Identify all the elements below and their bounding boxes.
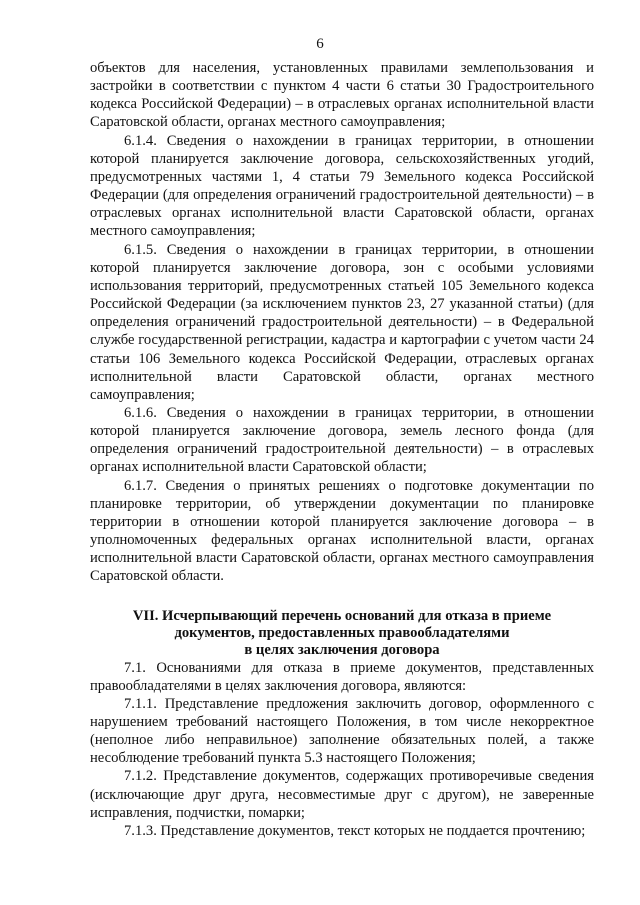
paragraph-6-1-5: 6.1.5. Сведения о нахождении в границах территории, в отношении которой планируется заключение договора, зон с особыми условиями использования территорий, предусмотренных статьей 105 Земельного кодекса Российской Федерации (за исключением пунктов 23, 27 указанной статьи) (для определения ограничений градостроительной деятельности) – в Федеральной службе государственной регистрации, кадастра и картографии с учетом части 24 статьи 106 Земельного кодекса Российской Федерации, отраслевых органах исполнительной власти Саратовской области, органах местного самоуправления; (90, 241, 594, 403)
paragraph-6-1-6: 6.1.6. Сведения о нахождении в границах территории, в отношении которой планируется заключение договора, земель лесного фонда (для определения ограничений градостроительной деятельности) – в отраслевых органах исполнительной власти Саратовской области; (90, 404, 594, 476)
paragraph-7-1-3: 7.1.3. Представление документов, текст которых не поддается прочтению; (124, 822, 586, 839)
section-heading-line-1: VII. Исчерпывающий перечень оснований для отказа в приеме (132, 607, 552, 624)
paragraph-7-1: 7.1. Основаниями для отказа в приеме документов, представленных правообладателями в целях заключения договора, являются: (90, 659, 594, 694)
section-heading-line-2: документов, предоставленных правообладателями (174, 624, 510, 641)
paragraph-continuation: объектов для населения, установленных правилами землепользования и застройки в соответствии с пунктом 4 части 6 статьи 30 Градостроительного кодекса Российской Федерации) – в отраслевых органах исполнительной власти Саратовской области, органах местного самоуправления; (90, 60, 594, 131)
paragraph-7-1-1: 7.1.1. Представление предложения заключить договор, оформленного с нарушением требований настоящего Положения, в том числе некорректное (неполное либо неправильное) заполнение обязательных полей, а также несоблюдение требований пункта 5.3 настоящего Положения; (90, 695, 594, 767)
document-body (90, 59, 594, 840)
paragraph-7-1-2: 7.1.2. Представление документов, содержащих противоречивые сведения (исключающие друг друга, несовместимые друг с другом), не заверенные исправления, подчистки, помарки; (90, 768, 594, 821)
paragraph-6-1-4: 6.1.4. Сведения о нахождении в границах территории, в отношении которой планируется заключение договора, сельскохозяйственных угодий, предусмотренных частями 1, 4 статьи 79 Земельного кодекса Российской Федерации (для определения ограничений градостроительной деятельности) – в отраслевых органах исполнительной власти Саратовской области, органах местного самоуправления; (90, 132, 594, 240)
paragraph-6-1-7: 6.1.7. Сведения о принятых решениях о подготовке документации по планировке территории, об утверждении документации по планировке территории в отношении которой планируется заключение договора – в уполномоченных федеральных органах исполнительной власти, органах исполнительной власти Саратовской области, органах местного самоуправления Саратовской области. (90, 477, 594, 585)
section-heading-line-3: в целях заключения договора (244, 641, 440, 658)
section-heading (90, 608, 594, 659)
page-number: 6 (316, 36, 324, 52)
